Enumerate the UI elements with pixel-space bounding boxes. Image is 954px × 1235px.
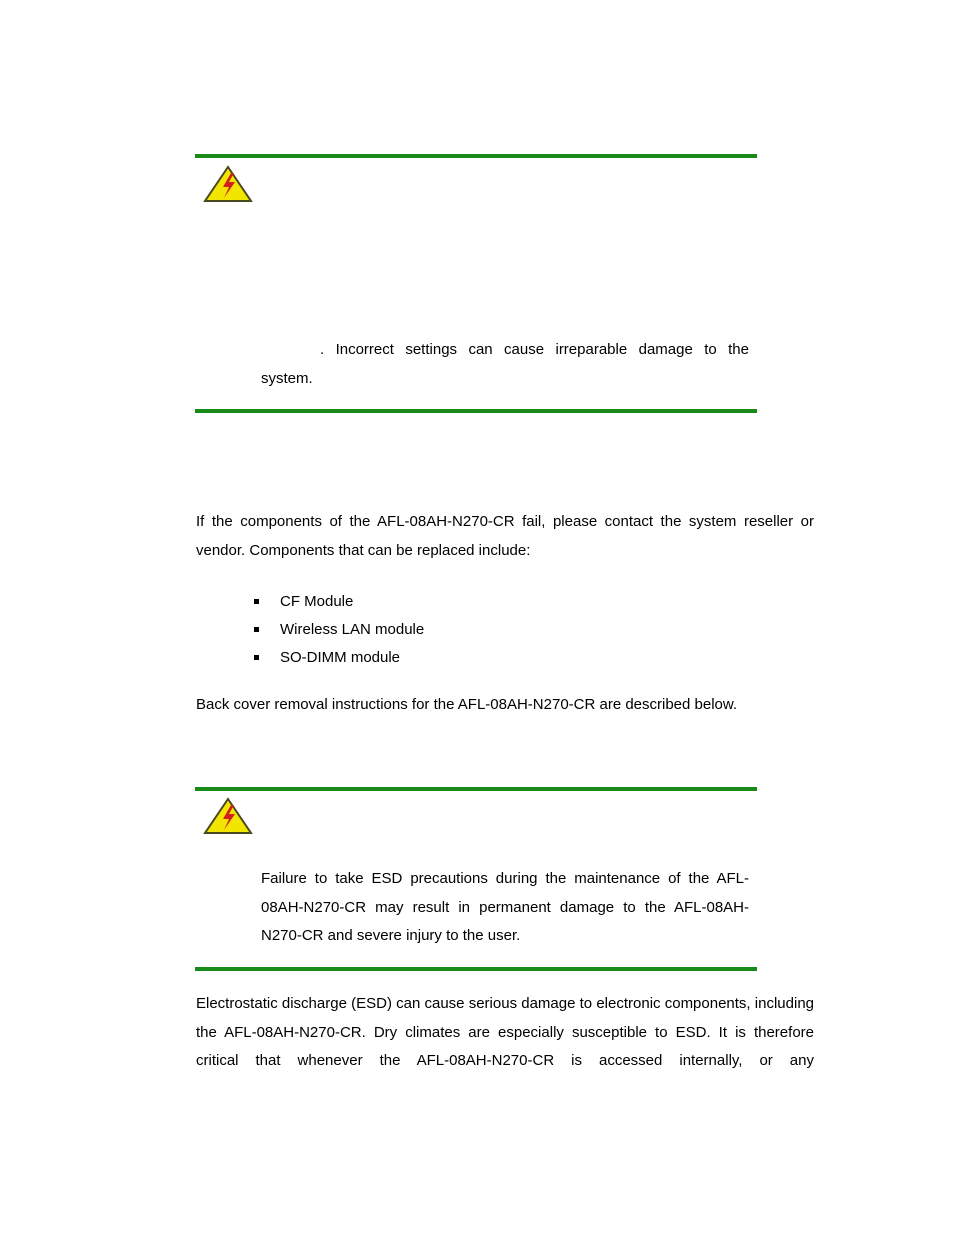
bullet-square-icon xyxy=(254,627,259,632)
list-item xyxy=(252,588,424,616)
warning-triangle-icon xyxy=(203,165,253,203)
intro-paragraph: If the components of the AFL-08AH-N270-CR fail, please contact the system reseller or vendor. Components that can be replaced include: xyxy=(196,513,814,559)
list-item-label: CF Module xyxy=(280,593,354,610)
warning-box-bottom-rule xyxy=(195,409,757,413)
warning-box-1-text xyxy=(261,336,749,393)
warning-triangle-icon xyxy=(203,797,253,835)
warning-box-1-line-2: system. xyxy=(261,369,313,387)
bullet-square-icon xyxy=(254,599,259,604)
replaceable-components-list xyxy=(252,588,424,672)
list-item xyxy=(252,644,424,672)
list-item-label: Wireless LAN module xyxy=(280,621,425,638)
bullet-square-icon xyxy=(254,655,259,660)
warning-box-2-text: Failure to take ESD precautions during the maintenance of the AFL-08AH-N270-CR may result in permanent damage to the AFL-08AH-N270-CR and severe injury to the user. xyxy=(261,870,749,944)
warning-box-top-rule xyxy=(195,787,757,791)
warning-box-bottom-rule xyxy=(195,967,757,971)
list-item-label: SO-DIMM module xyxy=(280,649,401,666)
back-cover-paragraph: Back cover removal instructions for the AFL-08AH-N270-CR are described below. xyxy=(196,696,738,713)
warning-box-top-rule xyxy=(195,154,757,158)
warning-box-1-line-1: . Incorrect settings can cause irreparable damage to the xyxy=(320,341,749,358)
esd-paragraph: Electrostatic discharge (ESD) can cause serious damage to electronic components, including the AFL-08AH-N270-CR. Dry climates are especially susceptible to ESD. It is therefore critical that whenever the AFL-08AH-N270-CR is accessed internally, or any xyxy=(196,995,814,1069)
list-item xyxy=(252,616,424,644)
